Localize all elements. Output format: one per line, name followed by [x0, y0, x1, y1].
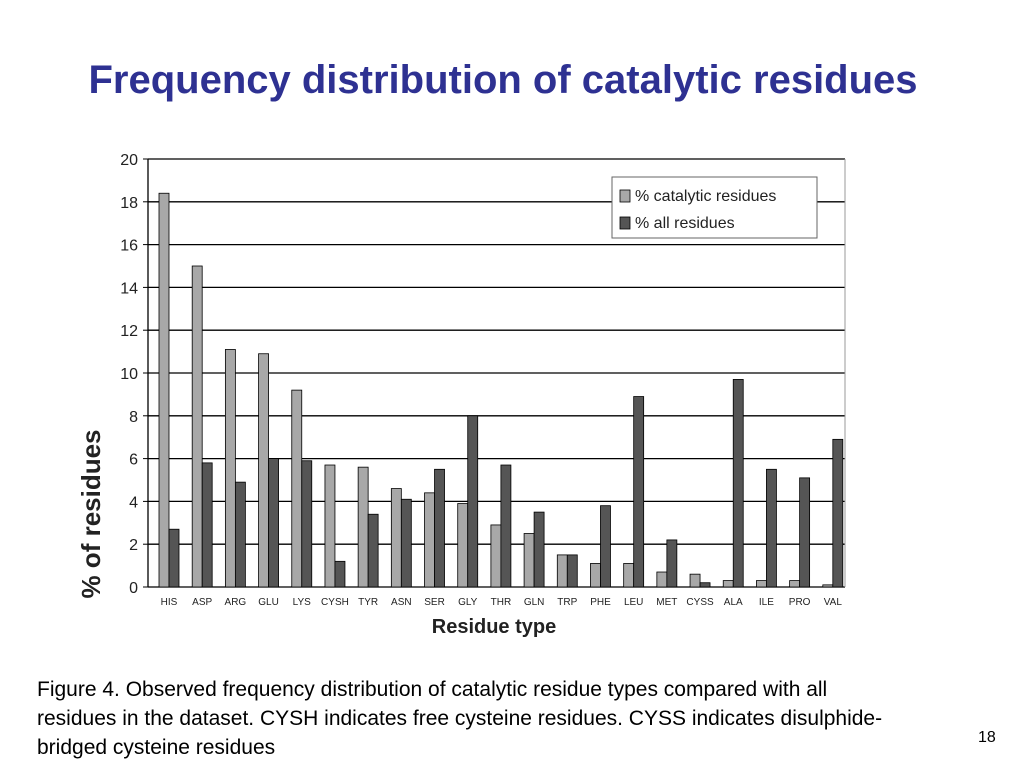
bar-trp-catalytic — [557, 555, 567, 587]
y-tick-label: 12 — [120, 323, 138, 341]
bar-asn-catalytic — [391, 489, 401, 587]
x-tick-label: LYS — [292, 597, 311, 608]
bar-pro-all — [800, 478, 810, 587]
x-tick-label: CYSS — [686, 597, 714, 608]
bar-cyss-all — [700, 583, 710, 587]
x-tick-label: TYR — [358, 597, 379, 608]
x-tick-label: ASN — [391, 597, 412, 608]
legend-swatch-catalytic — [620, 190, 630, 202]
page-number: 18 — [978, 729, 996, 746]
slide-title: Frequency distribution of catalytic residues — [88, 58, 918, 102]
legend-swatch-all — [620, 217, 630, 229]
bar-phe-all — [600, 506, 610, 587]
bar-lys-all — [302, 461, 312, 587]
y-tick-label: 0 — [129, 580, 138, 597]
bar-val-all — [833, 439, 843, 587]
x-tick-label: TRP — [557, 597, 578, 608]
bar-ala-all — [733, 379, 743, 587]
bar-pro-catalytic — [790, 581, 800, 587]
x-tick-label: GLN — [523, 597, 545, 608]
legend-label-catalytic: % catalytic residues — [635, 188, 777, 205]
bar-arg-catalytic — [225, 349, 235, 587]
bar-asp-catalytic — [192, 266, 202, 587]
x-tick-label: PHE — [590, 597, 611, 608]
y-tick-label: 16 — [120, 237, 138, 255]
y-tick-label: 20 — [120, 152, 138, 169]
bar-arg-all — [235, 482, 245, 587]
bar-glu-catalytic — [259, 354, 269, 587]
x-tick-label: MET — [656, 597, 678, 608]
bar-val-catalytic — [823, 585, 833, 587]
x-tick-label: ASP — [192, 597, 213, 608]
bar-glu-all — [269, 459, 279, 587]
bar-thr-all — [501, 465, 511, 587]
bar-leu-all — [634, 397, 644, 587]
y-axis-label: % of residues — [76, 429, 106, 599]
bar-leu-catalytic — [624, 563, 634, 587]
bar-phe-catalytic — [590, 563, 600, 587]
x-tick-label: GLU — [258, 597, 279, 608]
legend-label-all: % all residues — [635, 215, 735, 232]
bars — [159, 193, 843, 587]
y-tick-label: 8 — [129, 408, 138, 426]
x-tick-label: HIS — [160, 597, 178, 608]
bar-cysh-catalytic — [325, 465, 335, 587]
bar-ile-catalytic — [756, 581, 766, 587]
x-tick-label: LEU — [623, 597, 644, 608]
bar-chart — [60, 140, 860, 640]
bar-cyss-catalytic — [690, 574, 700, 587]
x-tick-label: CYSH — [321, 597, 349, 608]
y-tick-label: 14 — [120, 280, 138, 298]
x-tick-label: VAL — [823, 597, 842, 608]
bar-cysh-all — [335, 561, 345, 587]
bar-tyr-catalytic — [358, 467, 368, 587]
bar-trp-all — [567, 555, 577, 587]
x-axis-label: Residue type — [431, 616, 557, 638]
x-tick-label: SER — [424, 597, 445, 608]
x-tick-label: ARG — [224, 597, 247, 608]
bar-ala-catalytic — [723, 581, 733, 587]
y-tick-label: 18 — [120, 194, 138, 212]
bar-met-all — [667, 540, 677, 587]
bar-gly-catalytic — [458, 504, 468, 587]
legend — [612, 177, 817, 238]
y-tick-label: 2 — [129, 537, 138, 555]
bar-tyr-all — [368, 514, 378, 587]
x-tick-label: ILE — [758, 597, 774, 608]
x-tick-label: GLY — [458, 597, 478, 608]
x-tick-label: ALA — [723, 597, 743, 608]
bar-gln-all — [534, 512, 544, 587]
bar-met-catalytic — [657, 572, 667, 587]
bar-thr-catalytic — [491, 525, 501, 587]
bar-his-catalytic — [159, 193, 169, 587]
bar-lys-catalytic — [292, 390, 302, 587]
bar-ile-all — [766, 469, 776, 587]
bar-ser-catalytic — [425, 493, 435, 587]
bar-gln-catalytic — [524, 534, 534, 588]
x-tick-labels — [161, 597, 843, 608]
bar-asn-all — [401, 499, 411, 587]
bar-gly-all — [468, 416, 478, 587]
x-tick-label: PRO — [788, 597, 811, 608]
y-tick-labels — [120, 152, 138, 597]
y-tick-label: 4 — [129, 494, 138, 512]
bar-his-all — [169, 529, 179, 587]
bar-ser-all — [435, 469, 445, 587]
bar-asp-all — [202, 463, 212, 587]
figure-caption: Figure 4. Observed frequency distribution of catalytic residue types compared with all residues in the dataset. CYSH indicates free cysteine residues. CYSS indicates disulphide-bridged cysteine residues — [37, 678, 883, 759]
x-tick-label: THR — [490, 597, 512, 608]
y-tick-label: 6 — [129, 451, 138, 469]
y-tick-label: 10 — [120, 366, 138, 383]
